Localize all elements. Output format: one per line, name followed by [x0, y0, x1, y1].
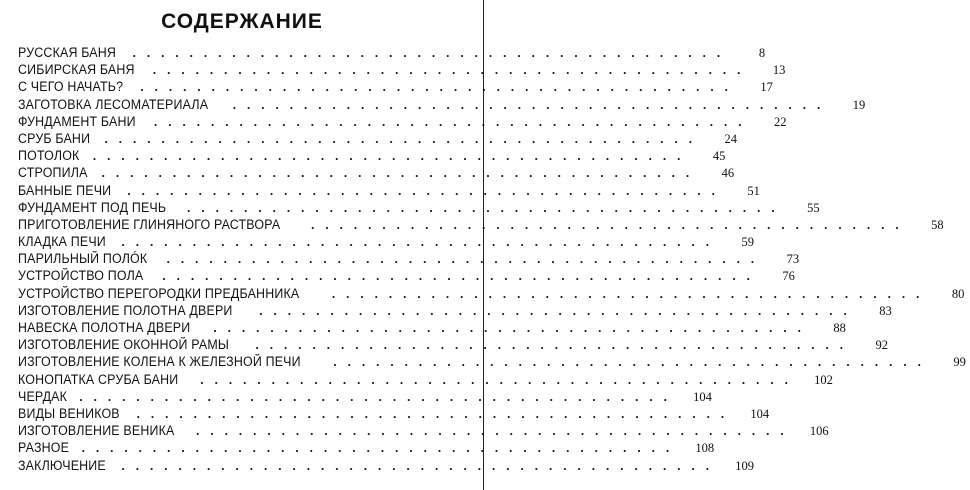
toc-entry: [18, 267, 795, 284]
toc-page-number: 46: [721, 166, 735, 181]
toc-page-number: 55: [807, 200, 820, 215]
toc-page-number: 104: [693, 389, 712, 404]
toc-leader-dots: ..........................................: [255, 337, 854, 353]
toc-leader-dots: ..........................................: [333, 354, 932, 370]
toc-entry: [18, 457, 755, 474]
toc-entry-title: ЧЕРДАК: [18, 388, 68, 404]
toc-leader-dots: ..........................................: [104, 130, 703, 146]
toc-leader-dots: ..........................................: [121, 234, 721, 250]
toc-entry-title: УСТРОЙСТВО ПОЛА: [18, 268, 144, 284]
toc-entry-title: РУССКАЯ БАНЯ: [18, 45, 117, 60]
toc-entry-title: ЗАКЛЮЧЕНИЕ: [18, 457, 106, 473]
toc-entry: [18, 130, 737, 147]
toc-leader-dots: ..........................................: [162, 268, 761, 284]
toc-leader-dots: ..........................................: [79, 388, 678, 404]
toc-entry-title: СРУБ БАНИ: [18, 130, 91, 146]
toc-entry: [18, 405, 770, 422]
toc-entry: [18, 422, 829, 439]
toc-leader-dots: ..........................................: [153, 113, 753, 129]
toc-page-number: 109: [735, 458, 755, 473]
toc-leader-dots: ..........................................: [166, 251, 766, 267]
toc-entry: [18, 302, 892, 319]
toc-entry: [18, 371, 833, 388]
toc-page-number: 24: [724, 131, 737, 146]
toc-leader-dots: ..........................................: [127, 182, 726, 198]
toc-page-number: 51: [747, 183, 760, 198]
toc-page-number: 19: [852, 97, 866, 112]
toc-entry-title: РАЗНОЕ: [18, 440, 70, 456]
toc-entry-title: НАВЕСКА ПОЛОТНА ДВЕРИ: [18, 320, 191, 335]
toc-entry: [18, 216, 944, 233]
toc-leader-dots: ..........................................: [121, 457, 721, 473]
toc-page-number: 59: [741, 235, 755, 250]
toc-entry: [18, 61, 786, 78]
toc-leader-dots: ..........................................: [152, 62, 752, 78]
toc-page-number: 104: [750, 406, 770, 421]
toc-entry-title: ВИДЫ ВЕНИКОВ: [18, 405, 120, 421]
toc-leader-dots: ..........................................: [196, 423, 795, 439]
toc-entry-title: СИБИРСКАЯ БАНЯ: [18, 62, 135, 78]
toc-entry-title: ЗАГОТОВКА ЛЕСОМАТЕРИАЛА: [18, 96, 209, 112]
toc-entry: [18, 336, 888, 353]
toc-entry-title: БАННЫЕ ПЕЧИ: [18, 182, 112, 198]
toc-entry-title: УСТРОЙСТВО ПЕРЕГОРОДКИ ПРЕДБАННИКА: [18, 285, 300, 301]
page-title: СОДЕРЖАНИЕ: [161, 10, 323, 33]
toc-entry-title: ПОТОЛОК: [18, 148, 80, 164]
toc-entry: [18, 233, 755, 250]
toc-page-number: 92: [875, 338, 888, 353]
toc-page-number: 73: [786, 252, 800, 267]
toc-entry: [18, 78, 773, 95]
toc-page-number: 17: [760, 80, 773, 95]
toc-page-number: 106: [809, 424, 829, 439]
toc-page-number: 76: [782, 269, 795, 284]
toc-entry-title: ФУНДАМЕНТ БАНИ: [18, 113, 136, 129]
toc-entry: [18, 250, 800, 267]
toc-entry: [18, 199, 820, 216]
toc-page-number: 58: [931, 217, 944, 232]
toc-page-number: 45: [712, 149, 726, 164]
toc-entry-title: КОНОПАТКА СРУБА БАНИ: [18, 371, 179, 387]
toc-leader-dots: ..........................................: [213, 320, 812, 335]
toc-leader-dots: ..........................................: [200, 371, 799, 387]
toc-leader-dots: ..........................................: [331, 285, 931, 301]
toc-page-number: 88: [833, 321, 846, 335]
toc-entry-title: ИЗГОТОВЛЕНИЕ ВЕНИКА: [18, 423, 175, 439]
toc-page-number: 99: [953, 355, 966, 370]
toc-leader-dots: ..........................................: [259, 302, 858, 318]
toc-entry: [18, 319, 846, 336]
toc-page-number: 108: [695, 441, 715, 456]
toc-leader-dots: ..........................................: [101, 165, 701, 181]
toc-entry: [18, 164, 735, 181]
toc-entry-title: ПАРИЛЬНЫЙ ПОЛÓК: [18, 251, 148, 267]
toc-entry-title: ИЗГОТОВЛЕНИЕ КОЛЕНА К ЖЕЛЕЗНОЙ ПЕЧИ: [18, 354, 301, 370]
toc-entry: [18, 96, 866, 113]
toc-page-number: 80: [951, 286, 965, 301]
toc-entry: [18, 388, 712, 405]
toc-page-number: 13: [772, 63, 786, 78]
toc-leader-dots: ..........................................: [81, 440, 681, 456]
toc-entry-title: ФУНДАМЕНТ ПОД ПЕЧЬ: [18, 199, 167, 215]
toc-page-number: 83: [879, 303, 892, 318]
toc-entry: [18, 353, 966, 370]
toc-page-number: 8: [758, 46, 766, 60]
toc-entry: [18, 439, 715, 456]
toc-leader-dots: ..........................................: [232, 96, 832, 112]
toc-entry-title: ИЗГОТОВЛЕНИЕ ПОЛОТНА ДВЕРИ: [18, 302, 233, 318]
toc-entry: [18, 147, 726, 164]
toc-leader-dots: ..........................................: [187, 199, 786, 215]
toc-entry: [18, 182, 760, 199]
toc-entry-title: КЛАДКА ПЕЧИ: [18, 234, 106, 250]
toc-leader-dots: ..........................................: [311, 216, 910, 232]
toc-page-number: 22: [773, 114, 787, 129]
toc-entry: [18, 113, 787, 130]
toc-leader-dots: ..........................................: [140, 79, 739, 95]
toc-leader-dots: ..........................................: [92, 148, 692, 164]
table-of-contents: [18, 44, 966, 474]
toc-page-number: 102: [814, 372, 833, 387]
toc-leader-dots: ..........................................: [136, 405, 736, 421]
toc-entry: [18, 44, 766, 61]
toc-leader-dots: ..........................................: [132, 45, 732, 60]
toc-entry-title: С ЧЕГО НАЧАТЬ?: [18, 79, 124, 95]
toc-entry-title: СТРОПИЛА: [18, 165, 88, 181]
toc-entry: [18, 285, 965, 302]
toc-entry-title: ИЗГОТОВЛЕНИЕ ОКОННОЙ РАМЫ: [18, 337, 230, 353]
toc-entry-title: ПРИГОТОВЛЕНИЕ ГЛИНЯНОГО РАСТВОРА: [18, 216, 281, 232]
